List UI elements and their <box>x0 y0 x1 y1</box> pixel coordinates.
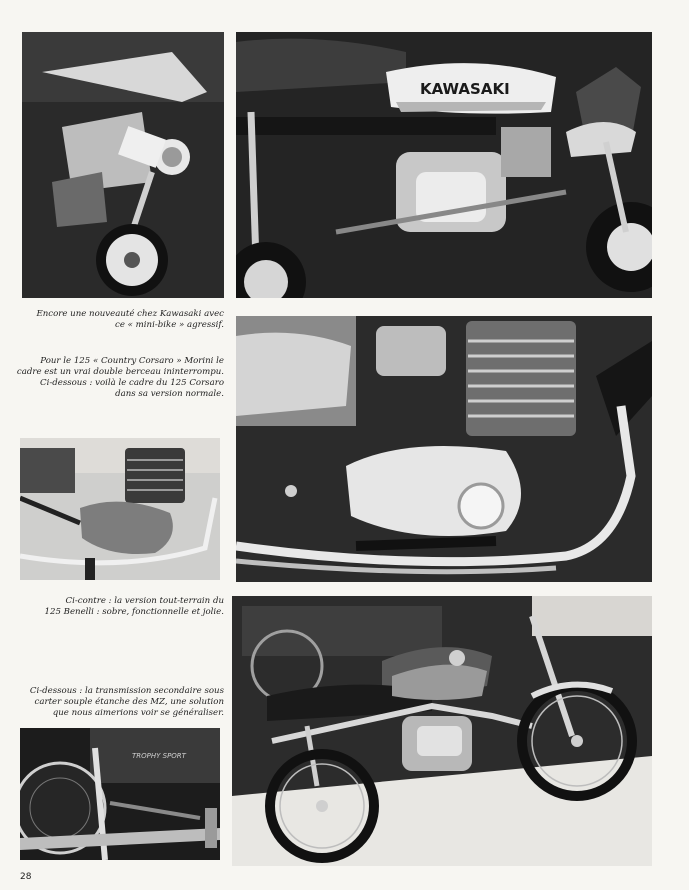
photo-corsaro-frame <box>20 438 220 580</box>
caption-benelli: Ci-contre : la version tout-terrain du 125 Benelli : sobre, fonctionnelle et jolie. <box>44 596 224 617</box>
caption-kawasaki: Encore une nouveauté chez Kawasaki avec ce « mini-bike » agressif. <box>36 309 224 330</box>
photo-mz-transmission <box>20 728 220 860</box>
caption-mz: Ci-dessous : la transmission secondaire sous carter souple étanche des MZ, une solution que nous aimerions voir se généraliser. <box>29 686 224 718</box>
kawasaki-tank-text: KAWASAKI <box>420 80 510 98</box>
photo-morini-engine <box>236 316 652 582</box>
caption-morini: Pour le 125 « Country Corsaro » Morini le cadre est un vrai double berceau ininterrompu. Ci-dessous : voilà le cadre du 125 Corsaro dans sa version normale. <box>16 356 224 399</box>
photo-benelli-offroad <box>232 596 652 866</box>
photo-minibike-front <box>22 32 224 298</box>
photo-kawasaki-minibike <box>236 32 652 298</box>
mz-frame-text: TROPHY SPORT <box>132 752 186 760</box>
page-number: 28 <box>20 872 32 882</box>
